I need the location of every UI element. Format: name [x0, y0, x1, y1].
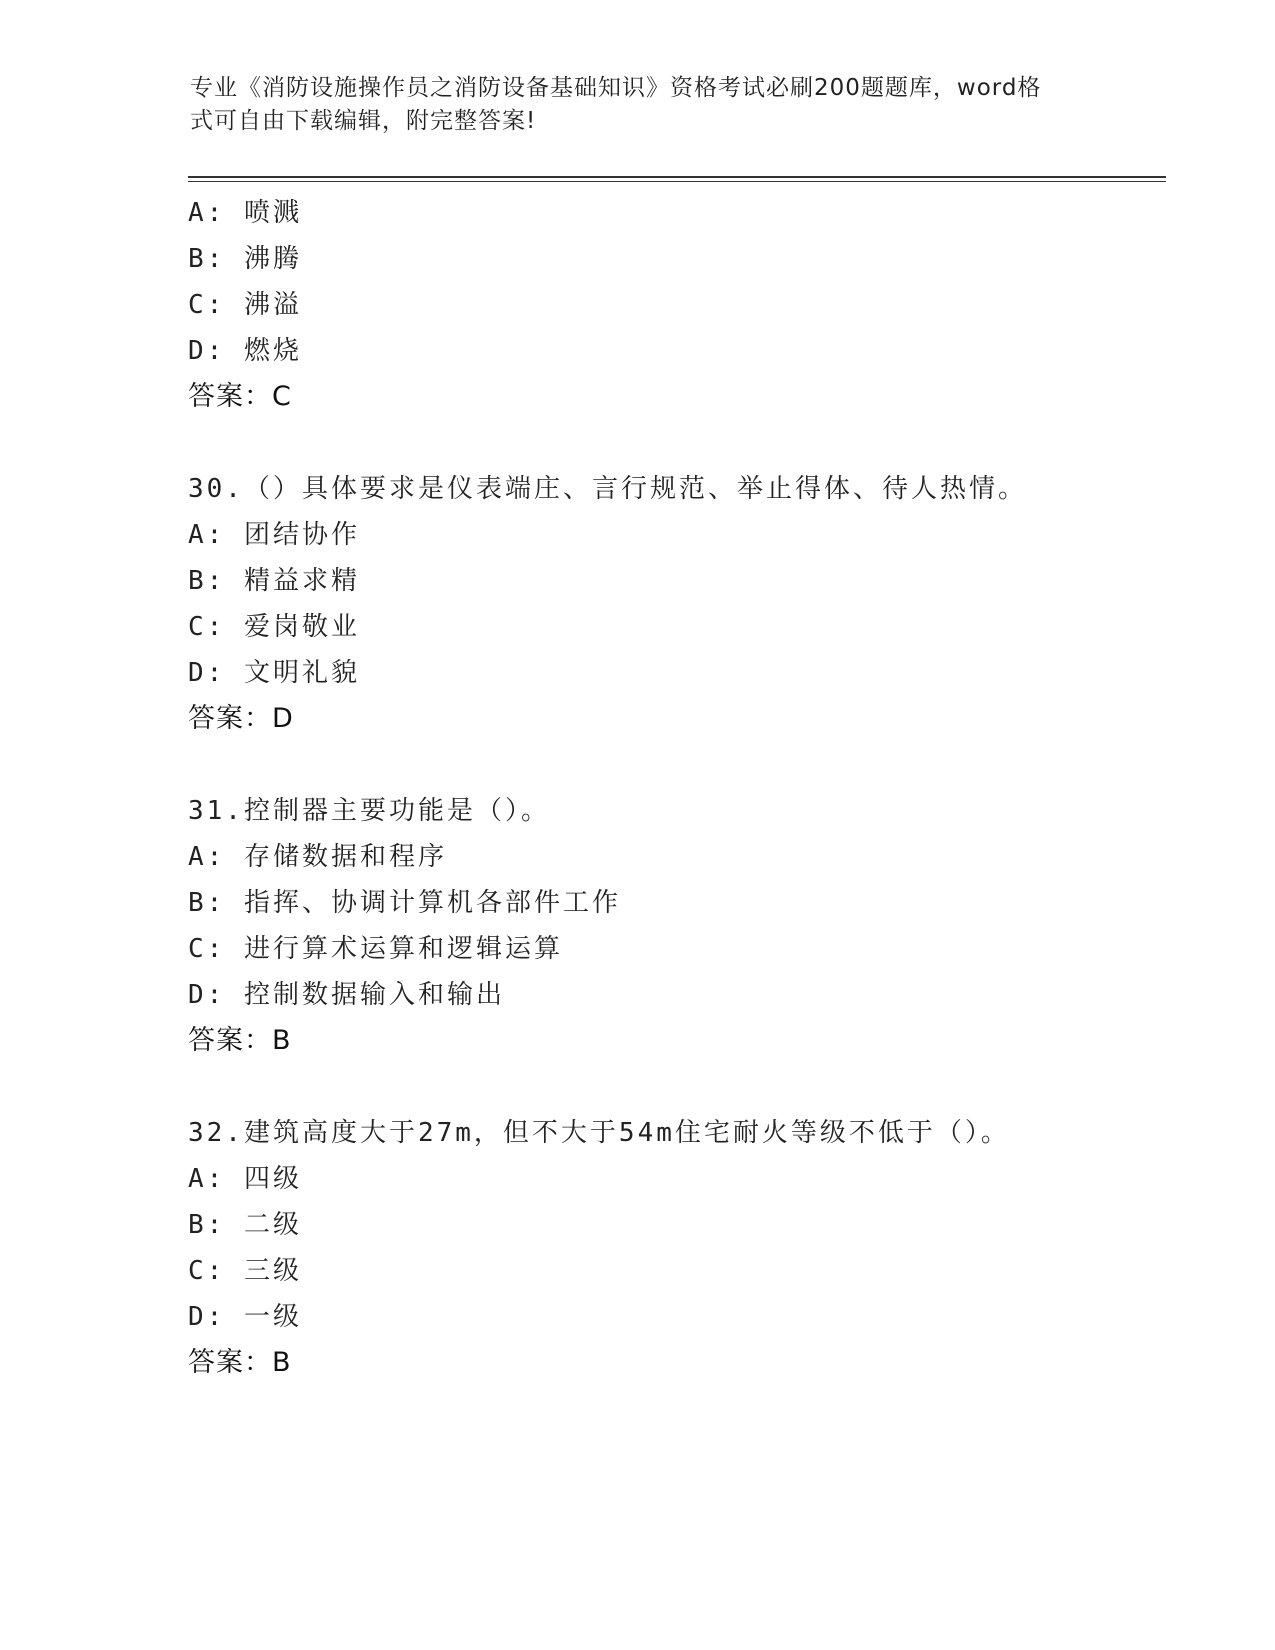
- answer-line: 答案：C: [188, 381, 292, 412]
- header-rule-thin: [188, 181, 1166, 182]
- header-line-1: 专业《消防设施操作员之消防设备基础知识》资格考试必刷200题题库，word格: [190, 75, 1042, 101]
- option-c: C: 爱岗敬业: [188, 612, 360, 642]
- option-b: B: 二级: [188, 1210, 302, 1240]
- option-d: D: 文明礼貌: [188, 658, 360, 688]
- header-rule-thick: [188, 176, 1166, 178]
- answer-line: 答案：B: [188, 1025, 292, 1056]
- option-d: D: 燃烧: [188, 336, 302, 366]
- option-c: C: 沸溢: [188, 290, 302, 320]
- question-text: 30.（）具体要求是仪表端庄、言行规范、举止得体、待人热情。: [188, 474, 1027, 504]
- option-d: D: 一级: [188, 1302, 302, 1332]
- question-list: [188, 190, 1168, 1386]
- option-b: B: 沸腾: [188, 244, 302, 274]
- option-a: A: 喷溅: [188, 198, 302, 228]
- option-d: D: 控制数据输入和输出: [188, 980, 505, 1010]
- question-text: 32.建筑高度大于27m，但不大于54m住宅耐火等级不低于（）。: [188, 1118, 1010, 1148]
- question-31: [188, 788, 1168, 1064]
- spacer: [188, 420, 1168, 466]
- option-c: C: 三级: [188, 1256, 302, 1286]
- option-a: A: 存储数据和程序: [188, 842, 447, 872]
- question-32: [188, 1110, 1168, 1386]
- option-c: C: 进行算术运算和逻辑运算: [188, 934, 563, 964]
- answer-line: 答案：B: [188, 1347, 292, 1378]
- option-b: B: 指挥、协调计算机各部件工作: [188, 888, 621, 918]
- option-a: A: 团结协作: [188, 520, 360, 550]
- spacer: [188, 1064, 1168, 1110]
- question-text: 31.控制器主要功能是（）。: [188, 796, 550, 826]
- header-line-2: 式可自由下载编辑，附完整答案!: [190, 108, 537, 134]
- document-header: [190, 72, 1080, 138]
- question-29-continued: [188, 190, 1168, 420]
- answer-line: 答案：D: [188, 703, 294, 734]
- question-30: [188, 466, 1168, 742]
- option-b: B: 精益求精: [188, 566, 360, 596]
- option-a: A: 四级: [188, 1164, 302, 1194]
- spacer: [188, 742, 1168, 788]
